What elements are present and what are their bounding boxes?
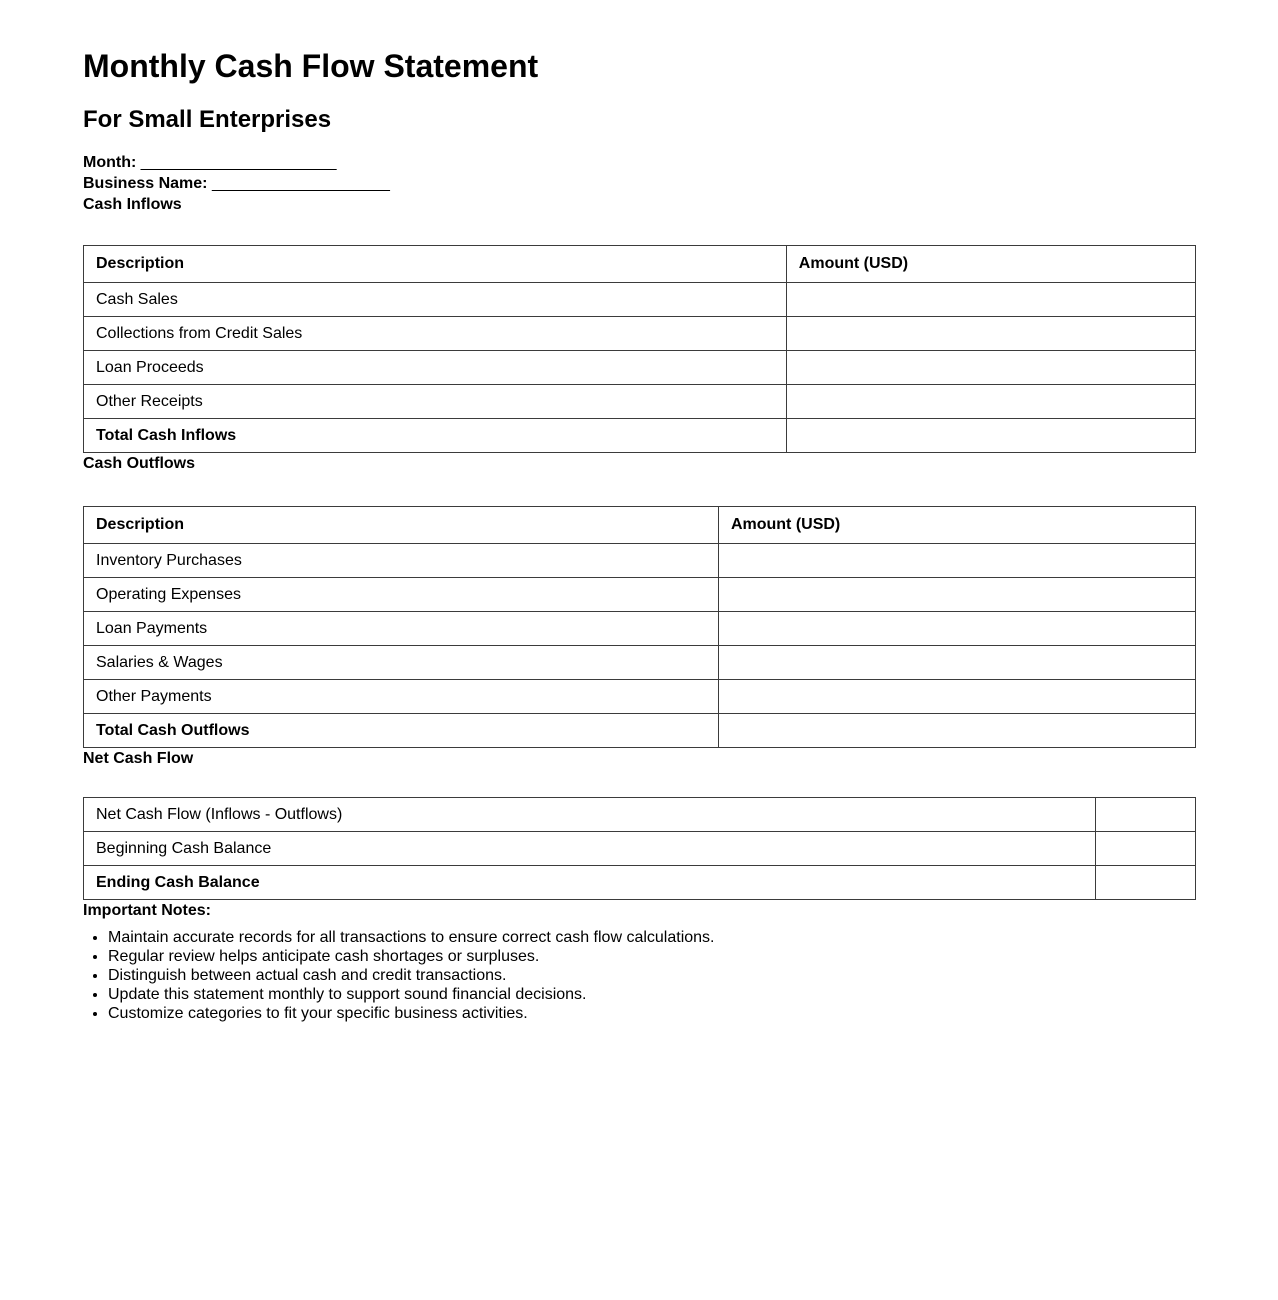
amount-cell: [786, 283, 1195, 317]
note-item: • Update this statement monthly to support sound financial decisions.: [108, 985, 1196, 1004]
column-header-description: Description: [84, 246, 787, 283]
description-cell: Ending Cash Balance: [84, 866, 1096, 900]
net-cash-flow-table: [83, 797, 1196, 900]
table-row: [84, 832, 1196, 866]
description-cell: Other Payments: [84, 680, 719, 714]
amount-cell: [718, 680, 1195, 714]
description-cell: Beginning Cash Balance: [84, 832, 1096, 866]
note-item: • Maintain accurate records for all transactions to ensure correct cash flow calculations.: [108, 928, 1196, 947]
column-header-description: Description: [84, 507, 719, 544]
description-cell: Loan Proceeds: [84, 351, 787, 385]
description-cell: Operating Expenses: [84, 578, 719, 612]
amount-cell: [786, 317, 1195, 351]
table-row: [84, 317, 1196, 351]
note-item: • Customize categories to fit your specific business activities.: [108, 1004, 1196, 1023]
table-row: [84, 680, 1196, 714]
table-row: [84, 798, 1196, 832]
amount-cell: [718, 646, 1195, 680]
description-cell: Inventory Purchases: [84, 544, 719, 578]
amount-cell: [1095, 798, 1195, 832]
table-row: [84, 385, 1196, 419]
note-item: • Regular review helps anticipate cash shortages or surpluses.: [108, 947, 1196, 966]
table-row: [84, 646, 1196, 680]
column-header-amount: Amount (USD): [786, 246, 1195, 283]
description-cell: Total Cash Inflows: [84, 419, 787, 453]
description-cell: Total Cash Outflows: [84, 714, 719, 748]
cash-outflows-table: [83, 506, 1196, 748]
table-row: [84, 283, 1196, 317]
column-header-amount: Amount (USD): [718, 507, 1195, 544]
amount-cell: [718, 578, 1195, 612]
description-cell: Net Cash Flow (Inflows - Outflows): [84, 798, 1096, 832]
amount-cell: [786, 351, 1195, 385]
description-cell: Collections from Credit Sales: [84, 317, 787, 351]
table-row: [84, 578, 1196, 612]
total-row: [84, 714, 1196, 748]
notes-list: [83, 928, 1196, 1023]
form-fields: [83, 152, 1196, 194]
note-item: • Distinguish between actual cash and credit transactions.: [108, 966, 1196, 985]
section-heading-cash-outflows: Cash Outflows: [83, 455, 196, 472]
amount-cell: [786, 419, 1195, 453]
section-heading-net-cash-flow: Net Cash Flow: [83, 750, 194, 767]
amount-cell: [1095, 832, 1195, 866]
amount-cell: [786, 385, 1195, 419]
month-label: Month:: [83, 154, 137, 171]
page-title: Monthly Cash Flow Statement: [83, 48, 539, 84]
total-row: [84, 419, 1196, 453]
table-header-row: [84, 507, 1196, 544]
table-row: [84, 544, 1196, 578]
month-blank-line: ______________________: [140, 154, 337, 171]
business-name-blank-line: ____________________: [211, 175, 390, 192]
business-name-label: Business Name:: [83, 175, 208, 192]
amount-cell: [718, 612, 1195, 646]
section-heading-important-notes: Important Notes:: [83, 902, 211, 919]
table-row: [84, 351, 1196, 385]
description-cell: Other Receipts: [84, 385, 787, 419]
description-cell: Salaries & Wages: [84, 646, 719, 680]
description-cell: Loan Payments: [84, 612, 719, 646]
cash-inflows-table: [83, 245, 1196, 453]
table-header-row: [84, 246, 1196, 283]
amount-cell: [718, 714, 1195, 748]
description-cell: Cash Sales: [84, 283, 787, 317]
amount-cell: [718, 544, 1195, 578]
total-row: [84, 866, 1196, 900]
table-row: [84, 612, 1196, 646]
section-heading-cash-inflows: Cash Inflows: [83, 196, 182, 213]
amount-cell: [1095, 866, 1195, 900]
page-subtitle: For Small Enterprises: [83, 106, 332, 133]
